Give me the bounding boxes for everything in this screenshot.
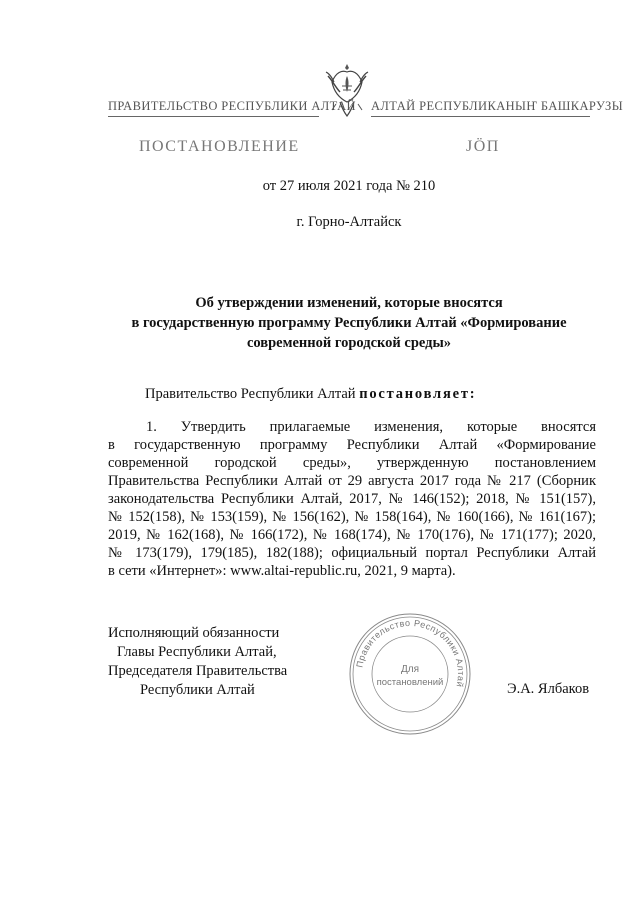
body-line: № 152(158), № 153(159), № 156(162), № 158(164), № 160(166), № 161(167); [108,509,596,525]
header-underline-right [371,116,590,117]
resolution-intro [145,386,476,403]
signatory-line: Республики Алтай [140,682,255,698]
body-line: в государственную программу Республики Алтай «Формирование [108,437,596,453]
title-line: в государственную программу Республики Алтай «Формирование [131,315,567,331]
body-line: № 173(179), 179(185), 182(188); официальный портал Республики Алтай [108,545,596,561]
document-type-altai: ЈӦП [466,138,500,155]
stamp-center-line: Для [400,664,420,675]
body-line: в сети «Интернет»: www.altai-republic.ru, 2021, 9 марта). [108,563,456,579]
header-underline-left [108,116,319,117]
signatory-line: Исполняющий обязанности [108,625,280,641]
document-date: от 27 июля 2021 года № 210 [262,178,436,194]
stamp-ring-text: Правительство Республики Алтай [354,617,467,689]
org-name-russian: ПРАВИТЕЛЬСТВО РЕСПУБЛИКИ АЛТАЙ [108,99,356,113]
body-line: Правительства Республики Алтай от 29 августа 2017 года № 217 (Сборник [108,473,596,489]
body-line: законодательства Республики Алтай, 2017, № 146(152); 2018, № 151(157), [108,491,596,507]
org-name-altai: АЛТАЙ РЕСПУБЛИКАНЫҤ БАШКАРУЗЫ [371,99,624,113]
signatory-line: Председателя Правительства [108,663,288,679]
signatory-line: Главы Республики Алтай, [117,644,277,660]
document-type-russian: ПОСТАНОВЛЕНИЕ [139,138,300,155]
document-city: г. Горно-Алтайск [296,214,402,230]
stamp-center-line: постановлений [376,677,444,688]
signatory-name: Э.А. Ялбаков [507,681,590,697]
body-line: 1. Утвердить прилагаемые изменения, которые вносятся [146,419,596,435]
title-line: Об утверждении изменений, которые вносятся [195,295,503,311]
body-line: 2019, № 162(168), № 166(172), № 168(174), № 170(176), № 171(177); 2020, [108,527,596,543]
intro-verb: постановляет: [359,386,477,402]
body-line: современной городской среды», утвержденную постановлением [108,455,596,471]
resolution-body [108,418,596,580]
title-line: современной городской среды» [246,335,452,351]
intro-subject: Правительство Республики Алтай [145,386,356,402]
signatory-position [108,624,287,700]
official-stamp [348,612,472,736]
document-title [108,293,590,353]
